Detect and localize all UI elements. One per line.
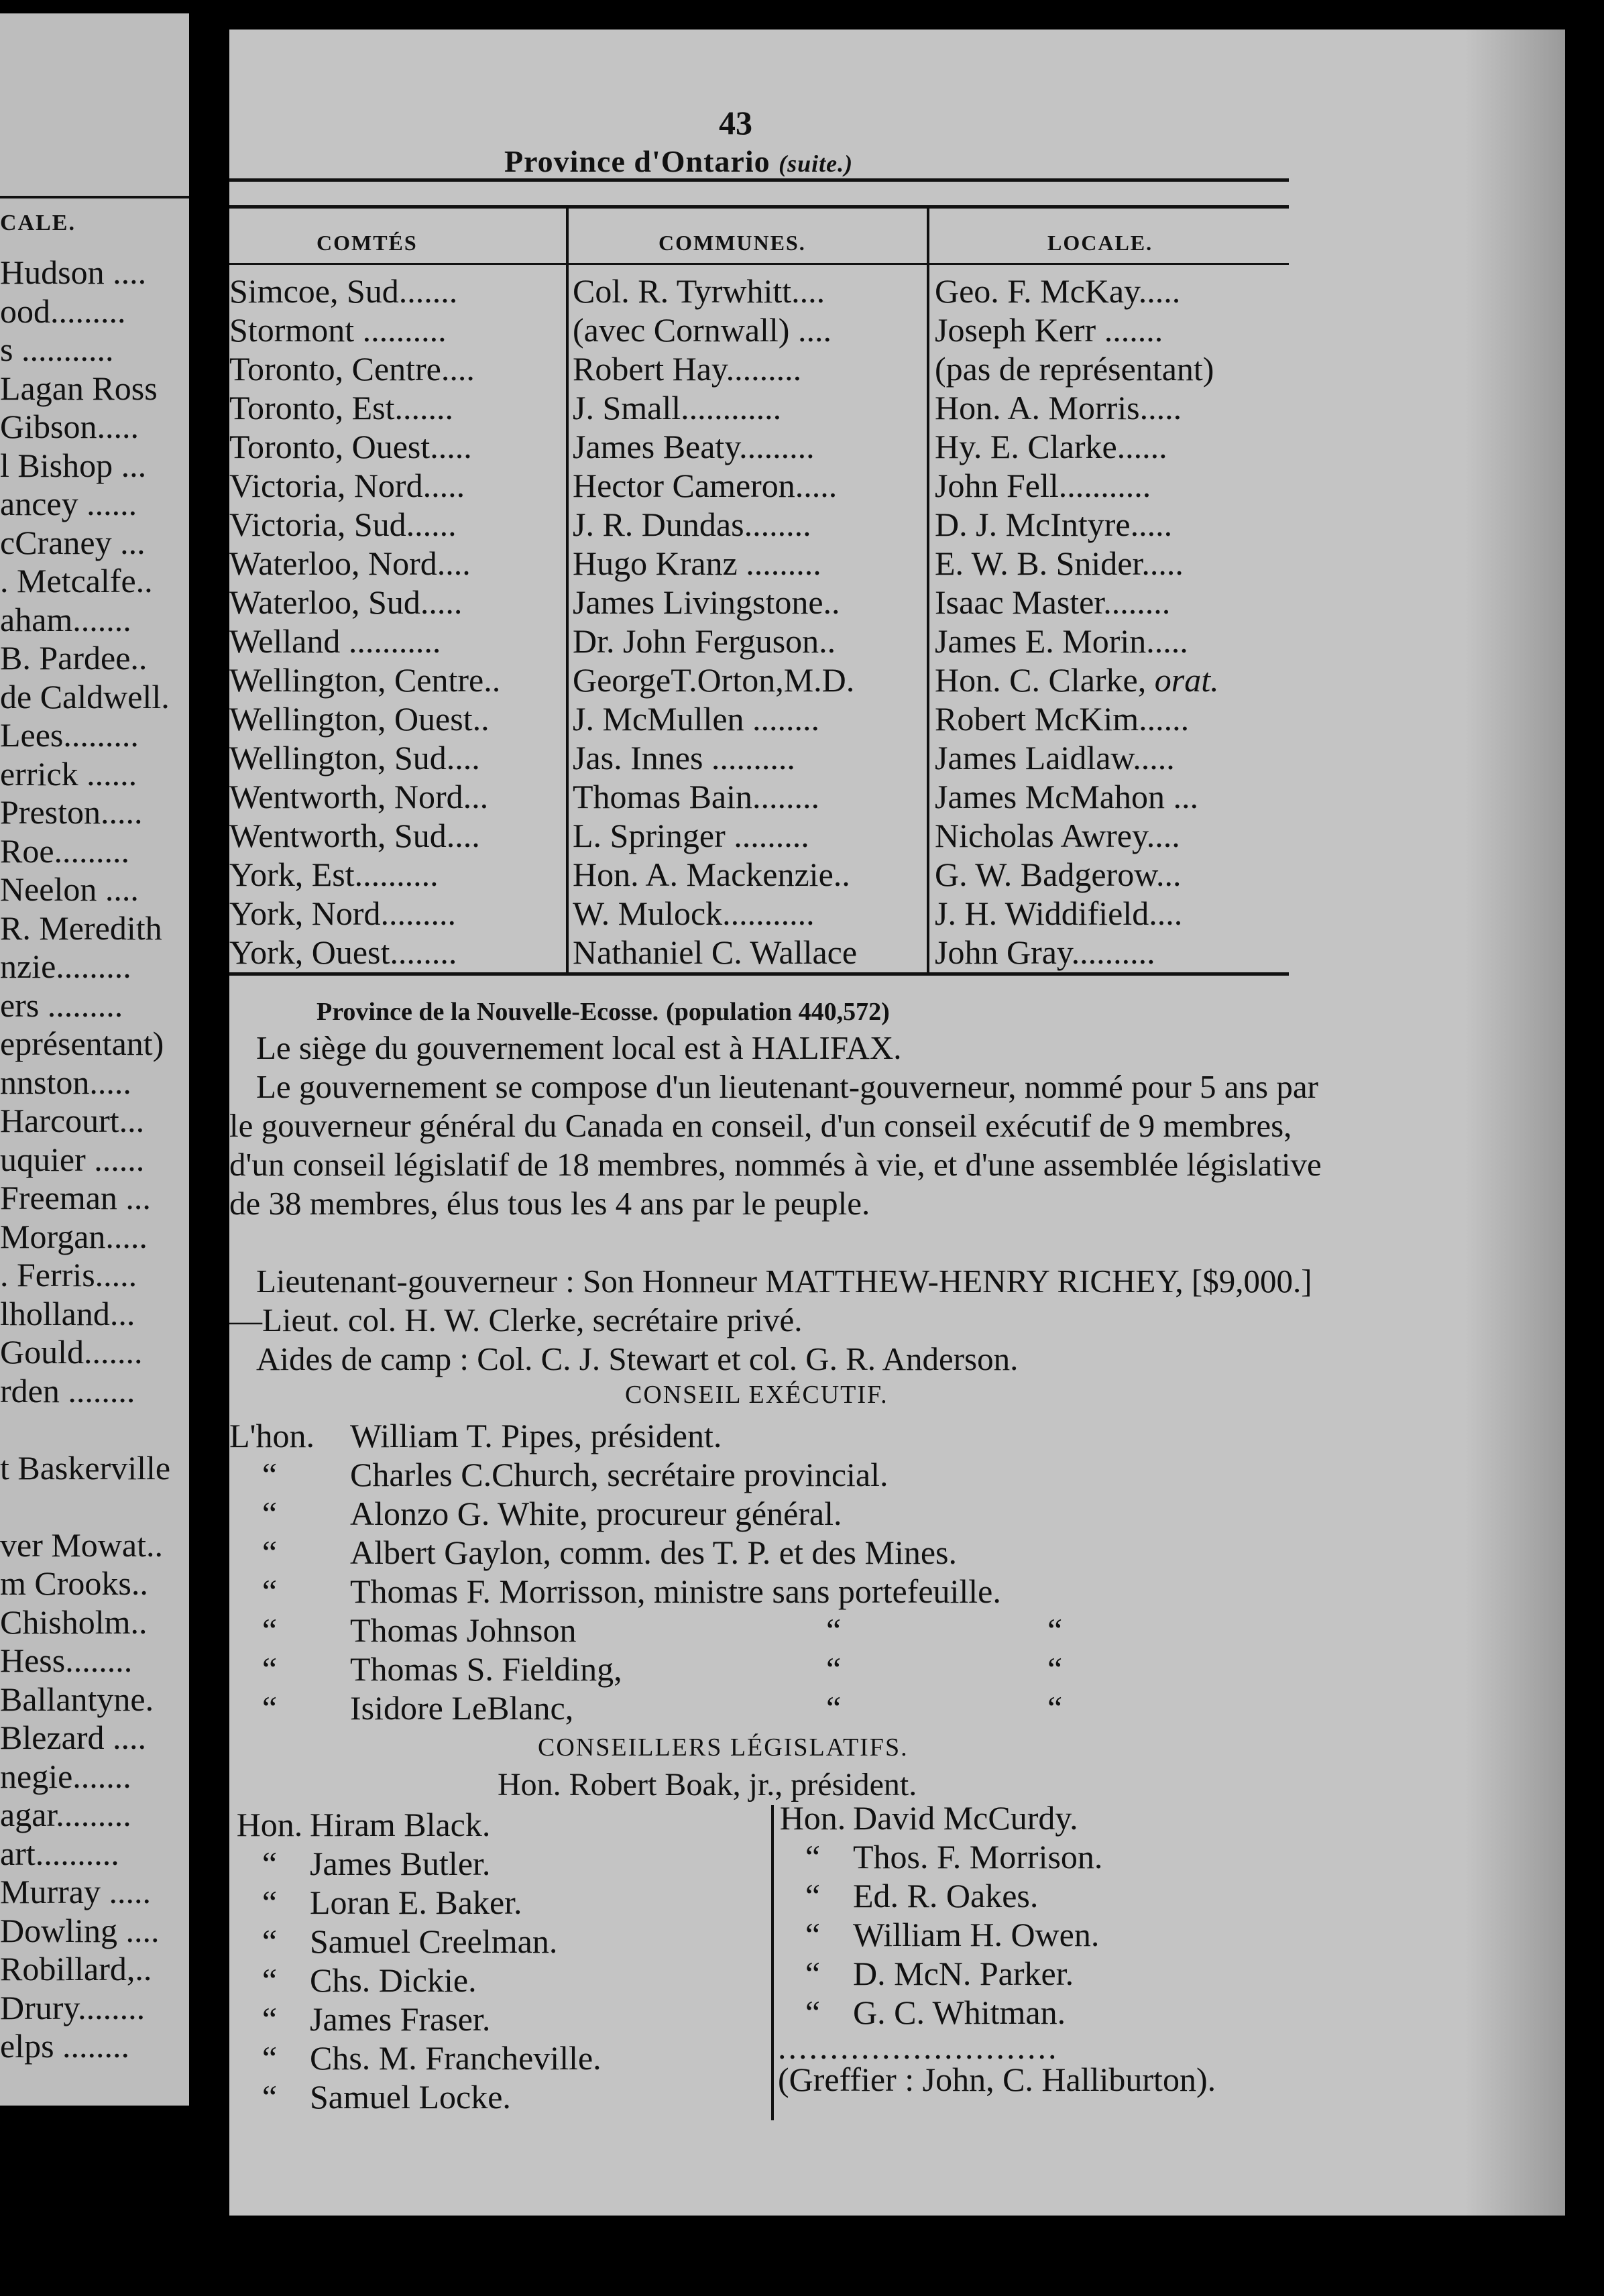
- list-item: R. Meredith: [0, 909, 162, 947]
- list-item: [229, 1883, 602, 1922]
- list-item: B. Pardee..: [0, 639, 148, 677]
- table-cell-commons: J. McMullen ........: [573, 700, 820, 738]
- list-item: Blezard ....: [0, 1719, 146, 1756]
- list-item: Roe.........: [0, 831, 130, 870]
- list-item: [229, 1533, 957, 1572]
- table-cell-local: James McMahon ...: [935, 778, 1198, 815]
- list-item: nnston.....: [0, 1063, 131, 1101]
- list-item: ver Mowat..: [0, 1526, 163, 1564]
- paragraph-lieutenant-governor: Lieutenant-gouverneur : Son Honneur MATTHEW-HENRY RICHEY, [$9,000.]—Lieut. col. H. W. Clerke, secrétaire privé.: [229, 1263, 1312, 1338]
- ditto-mark: “: [1047, 1611, 1063, 1649]
- table-cell-commons: Nathaniel C. Wallace: [573, 933, 858, 971]
- member-name: G. C. Whitman.: [853, 1994, 1066, 2031]
- list-item: Gibson.....: [0, 408, 139, 445]
- list-item: [229, 2000, 602, 2039]
- title-prefix: “: [262, 1845, 278, 1882]
- ditto-mark: “: [826, 1650, 842, 1688]
- list-item: m Crooks..: [0, 1564, 148, 1602]
- book-page: [229, 30, 1565, 2216]
- table-cell-local: Robert McKim......: [935, 700, 1190, 738]
- title-prefix: “: [262, 1650, 278, 1688]
- table-cell-county: Waterloo, Sud.....: [229, 583, 463, 621]
- list-item: [229, 2039, 602, 2077]
- table-cell-county: York, Ouest........: [229, 933, 457, 971]
- title-prefix: “: [262, 1534, 278, 1571]
- table-header-rule: [229, 263, 1289, 265]
- list-item: lholland...: [0, 1294, 135, 1332]
- list-item: nzie.........: [0, 948, 131, 985]
- member-name: Thomas F. Morrisson, ministre sans portefeuille.: [350, 1572, 1001, 1610]
- list-item: agar.........: [0, 1796, 131, 1833]
- table-cell-commons: Robert Hay.........: [573, 350, 802, 388]
- member-name: D. McN. Parker.: [853, 1955, 1074, 1992]
- population-note: (population 440,572): [666, 998, 890, 1026]
- list-item: errick ......: [0, 754, 137, 793]
- table-cell-commons: Jas. Innes ..........: [573, 739, 795, 777]
- list-item: cCraney ...: [0, 523, 146, 561]
- legislative-list-right: [772, 1798, 1102, 2032]
- table-cell-commons: J. Small............: [573, 389, 782, 426]
- table-cell-county: Wentworth, Nord...: [229, 778, 489, 815]
- member-name: Chs. M. Francheville.: [310, 2039, 602, 2077]
- commons-column: [573, 272, 857, 972]
- list-item: [772, 1915, 1102, 1954]
- member-name: Hiram Black.: [310, 1806, 491, 1843]
- list-item: . Metcalfe..: [0, 562, 153, 599]
- list-item: Lagan Ross: [0, 369, 158, 407]
- member-name: Isidore LeBlanc,: [350, 1689, 574, 1727]
- title-prefix: “: [262, 2039, 278, 2077]
- member-name: David McCurdy.: [853, 1799, 1078, 1837]
- table-cell-commons: GeorgeT.Orton,M.D.: [573, 661, 855, 699]
- column-header-commons: COMMUNES.: [658, 231, 806, 255]
- table-cell-local: J. H. Widdifield....: [935, 895, 1183, 932]
- table-cell-commons: Hon. A. Mackenzie..: [573, 856, 850, 893]
- table-cell-commons: James Beaty.........: [573, 428, 815, 465]
- list-item: Chisholm..: [0, 1603, 148, 1641]
- table-cell-county: Toronto, Ouest.....: [229, 428, 472, 465]
- list-item: art..........: [0, 1834, 119, 1872]
- local-column: [935, 272, 1219, 972]
- table-cell-county: Toronto, Est.......: [229, 389, 453, 426]
- table-cell-local: Joseph Kerr .......: [935, 311, 1163, 349]
- list-item: [772, 1837, 1102, 1876]
- table-cell-commons: L. Springer .........: [573, 817, 809, 854]
- list-item: [229, 1650, 1063, 1688]
- leader-dots: ...........................: [778, 2028, 1059, 2066]
- list-item: Harcourt...: [0, 1102, 145, 1139]
- list-item: [772, 1876, 1102, 1915]
- table-cell-commons: James Livingstone..: [573, 583, 840, 621]
- list-item: Lees.........: [0, 716, 139, 754]
- list-item: [229, 1611, 1063, 1650]
- counties-column: [229, 272, 500, 972]
- title-prefix: “: [805, 1916, 821, 1953]
- orator-note: orat.: [1154, 661, 1219, 699]
- table-cell-county: York, Est..........: [229, 856, 439, 893]
- table-cell-local: James E. Morin.....: [935, 622, 1188, 660]
- section-title-text: Province de la Nouvelle-Ecosse.: [317, 998, 659, 1026]
- list-item: [229, 1494, 842, 1533]
- legislative-list-left: [229, 1805, 602, 2116]
- title-prefix: “: [262, 2078, 278, 2116]
- previous-page-list: [0, 253, 189, 2066]
- table-cell-county: Victoria, Nord.....: [229, 467, 465, 504]
- table-cell-commons: Dr. John Ferguson..: [573, 622, 836, 660]
- member-name: Thomas S. Fielding,: [350, 1650, 622, 1688]
- table-bottom-rule: [229, 972, 1289, 976]
- list-item: [772, 1798, 1102, 1837]
- table-cell-county: York, Nord.........: [229, 895, 457, 932]
- page-title-suffix: (suite.): [779, 150, 854, 177]
- page-title-text: Province d'Ontario: [504, 144, 770, 178]
- title-prefix: “: [262, 1456, 278, 1493]
- member-name: Chs. Dickie.: [310, 1961, 477, 1999]
- table-cell-local: Isaac Master........: [935, 583, 1171, 621]
- table-cell-local: [935, 661, 1219, 700]
- member-name: Charles C.Church, secrétaire provincial.: [350, 1456, 889, 1493]
- paragraph-seat: Le siège du gouvernement local est à HALIFAX.: [256, 1029, 902, 1066]
- member-name: Thos. F. Morrison.: [853, 1838, 1103, 1876]
- list-item: [229, 1572, 1001, 1611]
- list-item: Robillard,..: [0, 1950, 152, 1988]
- table-cell-county: Victoria, Sud......: [229, 506, 457, 543]
- title-prefix: Hon.: [236, 1806, 303, 1843]
- executive-council-heading: CONSEIL EXÉCUTIF.: [625, 1381, 889, 1409]
- table-cell-local: E. W. B. Snider.....: [935, 544, 1184, 582]
- list-item: rden ........: [0, 1371, 135, 1410]
- list-item: ers .........: [0, 986, 123, 1024]
- title-prefix: “: [262, 1572, 278, 1610]
- list-item: ancey ......: [0, 485, 137, 522]
- ditto-mark: “: [826, 1611, 842, 1649]
- table-cell-county: Wentworth, Sud....: [229, 817, 480, 854]
- title-prefix: “: [805, 1838, 821, 1876]
- list-item: Preston.....: [0, 793, 143, 831]
- member-name: Samuel Creelman.: [310, 1922, 558, 1960]
- title-prefix: “: [805, 1877, 821, 1914]
- table-cell-local: (pas de représentant): [935, 350, 1214, 388]
- table-cell-local: Geo. F. McKay.....: [935, 272, 1181, 310]
- list-item: [229, 1961, 602, 2000]
- title-prefix: “: [262, 1922, 278, 1960]
- table-cell-local: D. J. McIntyre.....: [935, 506, 1173, 543]
- table-cell-commons: W. Mulock...........: [573, 895, 815, 932]
- table-cell-county: Wellington, Centre..: [229, 661, 501, 699]
- list-item: [229, 2077, 602, 2116]
- clerk-line: (Greffier : John, C. Halliburton).: [778, 2061, 1216, 2098]
- table-top-rule: [229, 205, 1289, 209]
- member-name: Samuel Locke.: [310, 2078, 511, 2116]
- list-item: . Ferris.....: [0, 1256, 137, 1294]
- member-name: James Fraser.: [310, 2000, 491, 2038]
- title-prefix: “: [805, 1955, 821, 1992]
- table-cell-county: Welland ...........: [229, 622, 441, 660]
- list-item: Hess........: [0, 1642, 133, 1679]
- list-item: t Baskerville: [0, 1448, 171, 1487]
- title-rule: [229, 178, 1289, 182]
- table-cell-county: Simcoe, Sud.......: [229, 272, 458, 310]
- title-prefix: “: [262, 1961, 278, 1999]
- table-cell-local: John Gray..........: [935, 933, 1155, 971]
- list-item: [772, 1993, 1102, 2032]
- title-prefix: “: [262, 1495, 278, 1532]
- member-name: Alonzo G. White, procureur général.: [350, 1495, 842, 1532]
- table-cell-commons: J. R. Dundas........: [573, 506, 811, 543]
- list-item: [229, 1922, 602, 1961]
- ditto-mark: “: [1047, 1689, 1063, 1727]
- list-item: [0, 1487, 189, 1526]
- ditto-mark: “: [826, 1689, 842, 1727]
- list-item: Ballantyne.: [0, 1680, 154, 1718]
- paragraph-government: Le gouvernement se compose d'un lieutenant-gouverneur, nommé pour 5 ans par le gouverneur général du Canada en conseil, d'un conseil exécutif de 9 membres, d'un conseil législatif de 18 membres, nommés à vie, et d'une assemblée législative de 38 membres, élus tous les 4 ans par le peuple.: [229, 1068, 1322, 1222]
- previous-page-fragment: [0, 13, 189, 2106]
- member-name: James Butler.: [310, 1845, 491, 1882]
- member-name: William T. Pipes, président.: [350, 1417, 722, 1454]
- page-number: 43: [719, 104, 752, 141]
- list-item: aham.......: [0, 600, 131, 638]
- member-name: Albert Gaylon, comm. des T. P. et des Mines.: [350, 1534, 957, 1571]
- title-prefix: “: [262, 2000, 278, 2038]
- page-title: [504, 144, 853, 179]
- book-gutter: [189, 0, 229, 2296]
- table-cell-local: James Laidlaw.....: [935, 739, 1175, 777]
- table-cell-county: Wellington, Sud....: [229, 739, 480, 777]
- list-item: Dowling ....: [0, 1911, 160, 1949]
- table-cell-local: G. W. Badgerow...: [935, 856, 1182, 893]
- page-edge-shadow: [1465, 30, 1565, 2216]
- table-cell-local: Hy. E. Clarke......: [935, 428, 1167, 465]
- list-item: [229, 1688, 1063, 1727]
- list-item: [229, 1844, 602, 1883]
- list-item: Morgan.....: [0, 1217, 148, 1255]
- legislative-council-heading: CONSEILLERS LÉGISLATIFS.: [538, 1733, 909, 1762]
- table-cell-commons: Col. R. Tyrwhitt....: [573, 272, 825, 310]
- member-name: William H. Owen.: [853, 1916, 1100, 1953]
- title-prefix: L'hon.: [229, 1417, 315, 1454]
- list-item: Drury........: [0, 1988, 146, 2026]
- member-name: Ed. R. Oakes.: [853, 1877, 1039, 1914]
- list-item: [229, 1805, 602, 1844]
- list-item: [229, 1416, 722, 1455]
- table-cell-county: Wellington, Ouest..: [229, 700, 490, 738]
- table-cell-local: Nicholas Awrey....: [935, 817, 1180, 854]
- list-item: [229, 1455, 889, 1494]
- list-item: Neelon ....: [0, 870, 139, 908]
- executive-council-list: [229, 1416, 1063, 1727]
- table-cell-commons: Thomas Bain........: [573, 778, 820, 815]
- title-prefix: “: [262, 1689, 278, 1727]
- list-item: eprésentant): [0, 1025, 164, 1062]
- column-divider: [566, 205, 569, 975]
- title-prefix: “: [262, 1611, 278, 1649]
- title-prefix: “: [262, 1884, 278, 1921]
- list-item: [0, 1410, 189, 1449]
- table-cell-county: Toronto, Centre....: [229, 350, 475, 388]
- previous-page-header: CALE.: [0, 196, 189, 198]
- table-cell-commons: (avec Cornwall) ....: [573, 311, 832, 349]
- ditto-mark: “: [1047, 1650, 1063, 1688]
- list-item: Freeman ...: [0, 1179, 151, 1216]
- table-cell-text: Hon. C. Clarke,: [935, 661, 1147, 699]
- member-name: Thomas Johnson: [350, 1611, 577, 1649]
- table-cell-county: Stormont ..........: [229, 311, 447, 349]
- column-header-counties: COMTÉS: [317, 231, 418, 255]
- table-cell-commons: Hugo Kranz .........: [573, 544, 821, 582]
- list-item: l Bishop ...: [0, 446, 147, 484]
- list-item: s ...........: [0, 331, 114, 368]
- list-item: Hudson ....: [0, 253, 147, 291]
- legislative-president: Hon. Robert Boak, jr., président.: [498, 1767, 917, 1802]
- list-item: de Caldwell.: [0, 677, 170, 715]
- table-cell-local: John Fell...........: [935, 467, 1151, 504]
- list-item: uquier ......: [0, 1140, 145, 1178]
- table-cell-local: Hon. A. Morris.....: [935, 389, 1182, 426]
- table-cell-county: Waterloo, Nord....: [229, 544, 471, 582]
- list-item: Gould.......: [0, 1333, 143, 1371]
- column-divider: [927, 205, 929, 975]
- list-item: ood.........: [0, 292, 126, 330]
- list-item: elps ........: [0, 2027, 130, 2065]
- member-name: Loran E. Baker.: [310, 1884, 522, 1921]
- list-item: Murray .....: [0, 1873, 151, 1910]
- title-prefix: Hon.: [779, 1799, 846, 1837]
- section-title: [317, 995, 890, 1027]
- paragraph-aides: Aides de camp : Col. C. J. Stewart et col. G. R. Anderson.: [256, 1340, 1019, 1377]
- title-prefix: “: [805, 1994, 821, 2031]
- table-cell-commons: Hector Cameron.....: [573, 467, 838, 504]
- list-item: negie.......: [0, 1757, 131, 1795]
- list-item: [772, 1954, 1102, 1993]
- column-header-local: LOCALE.: [1047, 231, 1153, 255]
